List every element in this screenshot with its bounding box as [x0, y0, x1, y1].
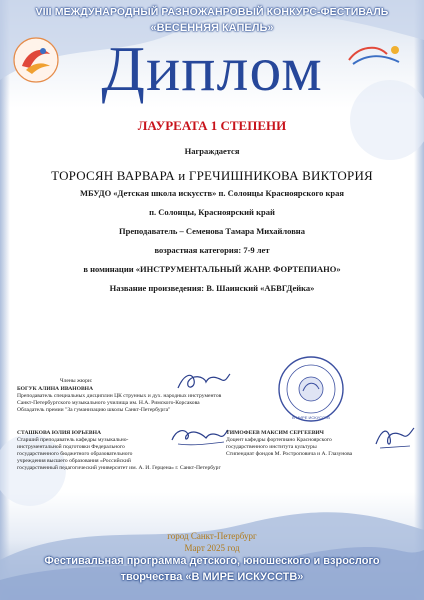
signature-1	[174, 370, 232, 394]
signature-2	[168, 424, 230, 450]
jury-member-2-desc5: государственный педагогический университет им. А. И. Герцена» г. Санкт-Петербург	[17, 465, 221, 472]
festival-header-line2: «ВЕСЕННЯЯ КАПЕЛЬ»	[150, 22, 274, 34]
svg-text:В МИРЕ ИСКУССТВ: В МИРЕ ИСКУССТВ	[292, 415, 330, 420]
teacher: Преподаватель – Семенова Тамара Михайловна	[119, 226, 305, 236]
jury-member-2-desc4: учреждения высшего образования «Российский	[17, 458, 131, 465]
diploma-title: Диплом	[101, 33, 323, 104]
nomination: в номинации «ИНСТРУМЕНТАЛЬНЫЙ ЖАНР. ФОРТЕПИАНО»	[83, 264, 341, 274]
jury-member-3-name: ТИМОФЕЕВ МАКСИМ СЕРГЕЕВИЧ	[226, 430, 324, 436]
age-category: возрастная категория: 7-9 лет	[154, 245, 270, 255]
footer-program	[0, 553, 424, 585]
date: Март 2025 год	[184, 543, 240, 553]
institution: МБУДО «Детская школа искусств» п. Солонцы Красноярского края	[80, 188, 344, 198]
jury-member-3-desc2: государственного института культуры	[226, 444, 317, 451]
recipients-names: ТОРОСЯН ВАРВАРА и ГРЕЧИШНИКОВА ВИКТОРИЯ	[51, 168, 373, 183]
jury-label: Члены жюри:	[60, 378, 93, 384]
jury-member-1-desc2: Санкт-Петербургского музыкального училища им. Н.А. Римского-Корсакова	[17, 400, 200, 407]
jury-member-2-desc3: государственного бюджетного образовательного	[17, 451, 133, 458]
jury-member-3-desc1: Доцент кафедры фортепиано Красноярского	[226, 437, 332, 444]
footer-line1: Фестивальная программа детского, юношеского и взрослого	[44, 555, 380, 567]
awarded-label: Награждается	[184, 146, 240, 156]
jury-member-1-desc1: Преподаватель специальных дисциплин ЦК струнных и дух. народных инструментов	[17, 393, 222, 400]
location: п. Солонцы, Красноярский край	[149, 207, 275, 217]
jury-member-2-name: СТАШКОВА ЮЛИЯ ЮРЬЕВНА	[17, 430, 102, 436]
city-and-date	[0, 530, 424, 554]
jury-member-1	[17, 386, 277, 414]
jury-member-1-desc3: Обладатель премии "За гуманизацию школы Санкт-Петербурга"	[17, 407, 171, 414]
jury-member-3-desc3: Стипендиат фондов М. Ростроповича и А. Глазунова	[226, 451, 353, 458]
signature-3	[372, 424, 416, 452]
city: город Санкт-Петербург	[167, 531, 257, 541]
jury-member-2-desc1: Старший преподаватель кафедры музыкально-	[17, 437, 129, 444]
official-seal-icon	[277, 355, 345, 423]
work-title: Название произведения: В. Шаинский «АБВГДейка»	[109, 283, 315, 293]
award-title: ЛАУРЕАТА 1 СТЕПЕНИ	[137, 118, 287, 133]
festival-header-line1: VIII МЕЖДУНАРОДНЫЙ РАЗНОЖАНРОВЫЙ КОНКУРС-ФЕСТИВАЛЬ	[35, 6, 389, 18]
jury-member-2-desc2: инструментальной подготовки Федерального	[17, 444, 125, 451]
footer-line2: творчества «В МИРЕ ИСКУССТВ»	[120, 571, 304, 583]
jury-member-1-name: БОГУК АЛИНА ИВАНОВНА	[17, 386, 94, 392]
